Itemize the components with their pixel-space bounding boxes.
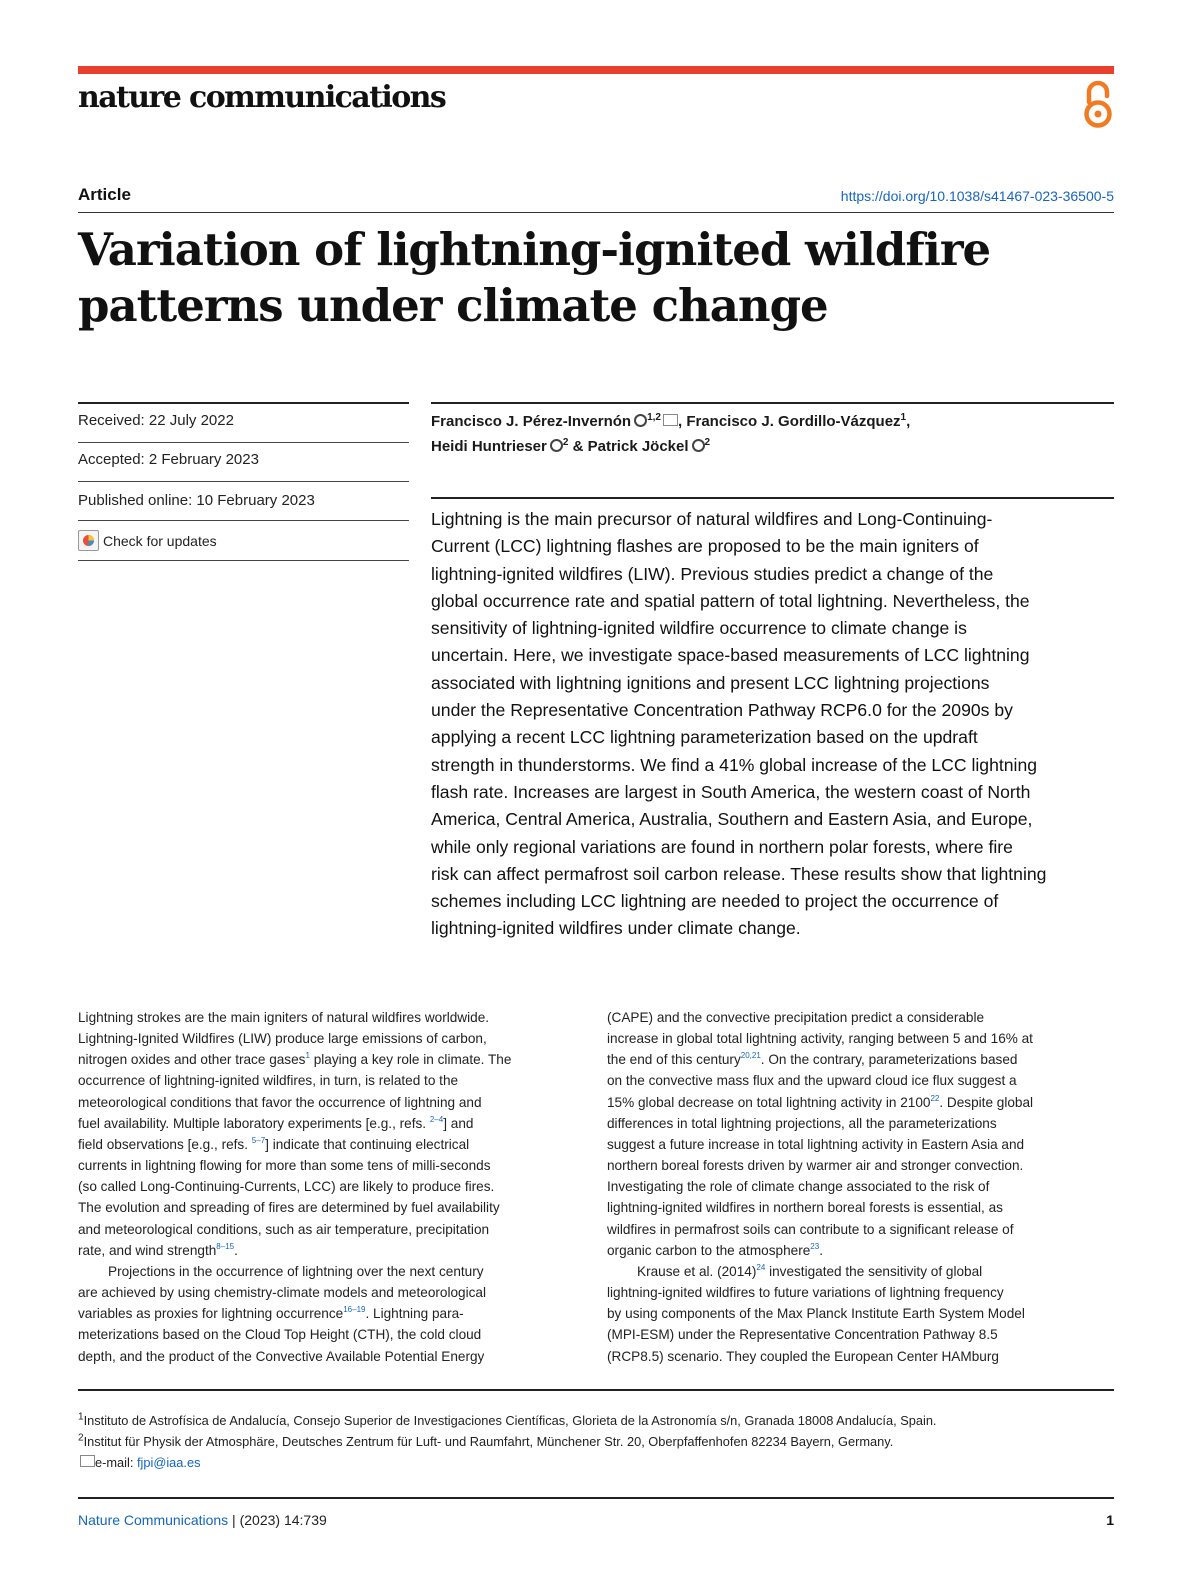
- body-text: organic carbon to the atmosphere: [607, 1242, 811, 1258]
- affiliation-text: Institut für Physik der Atmosphäre, Deutsches Zentrum für Luft- und Raumfahrt, Münchener Str. 20, Oberpfaffenhofen 82234 Bayern, Germany.: [83, 1434, 894, 1449]
- article-title: [78, 222, 1078, 334]
- abstract-line: strength in thunderstorms. We find a 41% global increase of the LCC lightning: [431, 754, 1038, 775]
- abstract: [431, 506, 1116, 943]
- body-line: The evolution and spreading of fires are determined by fuel availability: [78, 1200, 500, 1216]
- body-line: [607, 1261, 1115, 1282]
- affiliation-ref: 2: [704, 437, 711, 448]
- author-name[interactable]: Francisco J. Gordillo-Vázquez: [686, 413, 901, 430]
- body-line: Projections in the occurrence of lightning over the next century: [108, 1263, 484, 1279]
- check-for-updates-button[interactable]: [78, 530, 217, 551]
- reference-link[interactable]: 22: [930, 1093, 940, 1103]
- abstract-line: global occurrence rate and spatial pattern of total lightning. Nevertheless, the: [431, 590, 1030, 611]
- affiliation-text: Instituto de Astrofísica de Andalucía, Consejo Superior de Investigaciones Científicas, Glorieta de la Astronomía s/n, Granada 18008 Andalucía, Spain.: [83, 1413, 937, 1428]
- affiliation-ref: 1,2: [647, 412, 661, 423]
- footer-volume: | (2023) 14:739: [228, 1512, 327, 1528]
- body-text: . Lightning para-: [365, 1306, 464, 1322]
- body-text: investigated the sensitivity of global: [765, 1263, 983, 1279]
- reference-link[interactable]: 5–7: [251, 1135, 266, 1145]
- reference-link[interactable]: 1: [305, 1051, 310, 1061]
- body-line: (CAPE) and the convective precipitation predict a considerable: [607, 1010, 985, 1025]
- abstract-line: risk can affect permafrost soil carbon release. These results show that lightning: [431, 863, 1047, 884]
- reference-link[interactable]: 8–15: [216, 1241, 235, 1251]
- body-line: [607, 1092, 1115, 1113]
- check-updates-icon: [78, 530, 99, 551]
- date-divider: [78, 481, 409, 482]
- body-text: 15% global decrease on total lightning activity in 2100: [607, 1094, 931, 1110]
- authors-top-rule: [431, 402, 1114, 404]
- body-line: (MPI-ESM) under the Representative Concentration Pathway 8.5: [607, 1327, 998, 1343]
- body-text: . Despite global: [939, 1094, 1034, 1110]
- abstract-line: sensitivity of lightning-ignited wildfire occurrence to climate change is: [431, 618, 967, 639]
- abstract-line: America, Central America, Australia, Southern and Eastern Asia, and Europe,: [431, 809, 1033, 830]
- abstract-line: uncertain. Here, we investigate space-based measurements of LCC lightning: [431, 645, 1030, 666]
- body-line: [607, 1240, 1115, 1261]
- body-text: variables as proxies for lightning occurrence: [78, 1306, 344, 1322]
- abstract-line: applying a recent LCC lightning parameterization based on the updraft: [431, 727, 978, 748]
- body-text: fuel availability. Multiple laboratory experiments [e.g., refs.: [78, 1115, 430, 1131]
- check-updates-label: Check for updates: [103, 532, 217, 549]
- abstract-line: schemes including LCC lightning are needed to project the occurrence of: [431, 891, 999, 912]
- body-text: nitrogen oxides and other trace gases: [78, 1052, 306, 1068]
- abstract-line: lightning-ignited wildfires (LIW). Previous studies predict a change of the: [431, 563, 994, 584]
- accepted-date: Accepted: 2 February 2023: [78, 451, 259, 468]
- orcid-icon[interactable]: [692, 439, 705, 452]
- orcid-icon[interactable]: [634, 414, 647, 427]
- body-text: .: [819, 1242, 823, 1258]
- body-text: field observations [e.g., refs.: [78, 1136, 252, 1152]
- title-line-1: Variation of lightning-ignited wildfire: [78, 223, 991, 276]
- received-date: Received: 22 July 2022: [78, 412, 234, 429]
- reference-link[interactable]: 24: [756, 1262, 766, 1272]
- body-column-left: [78, 1007, 586, 1367]
- email-link[interactable]: fjpi@iaa.es: [136, 1455, 201, 1470]
- open-access-lock-icon: [1080, 78, 1116, 130]
- body-line: are achieved by using chemistry-climate models and meteorological: [78, 1285, 487, 1301]
- body-text: .: [234, 1242, 238, 1258]
- author-name[interactable]: Francisco J. Pérez-Invernón: [431, 413, 632, 430]
- body-line: meteorological conditions that favor the occurrence of lightning and: [78, 1094, 482, 1110]
- body-line: wildfires in permafrost soils can contribute to a significant release of: [607, 1221, 1014, 1237]
- affiliation-number: 1: [78, 1411, 84, 1423]
- affiliation-ref: 1: [900, 412, 907, 423]
- body-line: depth, and the product of the Convective Available Potential Energy: [78, 1348, 485, 1364]
- affiliations: [78, 1410, 1118, 1473]
- body-line: [78, 1049, 586, 1070]
- reference-link[interactable]: 16–19: [343, 1305, 366, 1315]
- footer-journal-link[interactable]: Nature Communications: [78, 1512, 229, 1528]
- affiliation-1: [78, 1410, 1118, 1431]
- body-line: (so called Long-Continuing-Currents, LCC) are likely to produce fires.: [78, 1179, 495, 1195]
- author-list: [431, 409, 1114, 459]
- dates-top-rule: [78, 402, 409, 404]
- body-line: on the convective mass flux and the upward cloud ice flux suggest a: [607, 1073, 1017, 1089]
- reference-link[interactable]: 2–4: [429, 1114, 444, 1124]
- abstract-line: Current (LCC) lightning flashes are proposed to be the main igniters of: [431, 536, 979, 557]
- body-line: northern boreal forests driven by warmer air and stronger convection.: [607, 1158, 1024, 1174]
- email-icon: [80, 1455, 95, 1467]
- body-line: occurrence of lightning-ignited wildfires, in turn, is related to the: [78, 1073, 459, 1089]
- correspondence-email: [78, 1452, 1118, 1473]
- doi-link[interactable]: https://doi.org/10.1038/s41467-023-36500-5: [840, 188, 1114, 204]
- orcid-icon[interactable]: [550, 439, 563, 452]
- header-divider: [78, 212, 1114, 213]
- body-text: the end of this century: [607, 1052, 741, 1068]
- body-column-right: [607, 1007, 1115, 1367]
- body-text: ] and: [443, 1115, 474, 1131]
- body-text: rate, and wind strength: [78, 1242, 217, 1258]
- author-line-2: [431, 434, 1114, 459]
- author-separator: ,: [906, 413, 911, 430]
- title-line-2: patterns under climate change: [78, 279, 828, 332]
- abstract-line: associated with lightning ignitions and present LCC lightning projections: [431, 672, 990, 693]
- reference-link[interactable]: 20,21: [740, 1051, 761, 1061]
- body-line: [78, 1113, 586, 1134]
- author-ampersand: &: [572, 438, 584, 455]
- body-line: suggest a future increase in total lightning activity in Eastern Asia and: [607, 1136, 1025, 1152]
- body-line: (RCP8.5) scenario. They coupled the European Center HAMburg: [607, 1348, 999, 1364]
- abstract-line: Lightning is the main precursor of natural wildfires and Long-Continuing-: [431, 509, 993, 529]
- body-line: [78, 1240, 586, 1261]
- email-label: e-mail:: [95, 1455, 134, 1470]
- abstract-line: flash rate. Increases are largest in South America, the western coast of North: [431, 781, 1031, 802]
- date-divider: [78, 560, 409, 561]
- abstract-top-rule: [431, 497, 1114, 499]
- body-line: Investigating the role of climate change associated to the risk of: [607, 1179, 990, 1195]
- body-line: meterizations based on the Cloud Top Height (CTH), the cold cloud: [78, 1327, 482, 1343]
- body-line: lightning-ignited wildfires to future variations of lightning frequency: [607, 1285, 1004, 1301]
- email-icon[interactable]: [663, 414, 678, 426]
- abstract-line: under the Representative Concentration Pathway RCP6.0 for the 2090s by: [431, 700, 1013, 721]
- author-name[interactable]: Heidi Huntrieser: [431, 438, 547, 455]
- journal-top-rule: [78, 66, 1114, 74]
- date-divider: [78, 442, 409, 443]
- body-line: and meteorological conditions, such as air temperature, precipitation: [78, 1221, 490, 1237]
- body-line: [607, 1049, 1115, 1070]
- affiliation-ref: 2: [562, 437, 569, 448]
- abstract-line: lightning-ignited wildfires under climate change.: [431, 918, 801, 939]
- journal-name: nature communications: [78, 80, 446, 115]
- page-number: 1: [1106, 1512, 1114, 1528]
- body-text: . On the contrary, parameterizations based: [760, 1052, 1018, 1068]
- footer-citation: [78, 1512, 327, 1528]
- body-line: Lightning-Ignited Wildfires (LIW) produce large emissions of carbon,: [78, 1031, 487, 1047]
- date-divider: [78, 520, 409, 521]
- body-line: by using components of the Max Planck Institute Earth System Model: [607, 1306, 1025, 1322]
- body-text: Krause et al. (2014): [637, 1263, 757, 1279]
- body-line: [78, 1134, 586, 1155]
- body-line: [78, 1303, 586, 1324]
- reference-link[interactable]: 23: [810, 1241, 820, 1251]
- author-line-1: [431, 409, 1114, 434]
- author-name[interactable]: Patrick Jöckel: [587, 438, 689, 455]
- footer-rule: [78, 1497, 1114, 1499]
- body-text: playing a key role in climate. The: [309, 1052, 512, 1068]
- body-line: currents in lightning flowing for more than some tens of milli-seconds: [78, 1158, 491, 1174]
- body-line: Lightning strokes are the main igniters of natural wildfires worldwide.: [78, 1010, 490, 1025]
- affiliation-number: 2: [78, 1432, 84, 1444]
- body-line: increase in global total lightning activity, ranging between 5 and 16% at: [607, 1031, 1033, 1047]
- article-type-label: Article: [78, 185, 131, 204]
- published-date: Published online: 10 February 2023: [78, 492, 315, 509]
- abstract-line: while only regional variations are found in northern polar forests, where fire: [431, 836, 1013, 857]
- affiliations-top-rule: [78, 1389, 1114, 1391]
- body-line: lightning-ignited wildfires in northern boreal forests is essential, as: [607, 1200, 1003, 1216]
- body-text: ] indicate that continuing electrical: [265, 1136, 470, 1152]
- affiliation-2: [78, 1431, 1118, 1452]
- author-separator: ,: [677, 413, 683, 430]
- body-line: differences in total lightning projections, all the parameterizations: [607, 1115, 997, 1131]
